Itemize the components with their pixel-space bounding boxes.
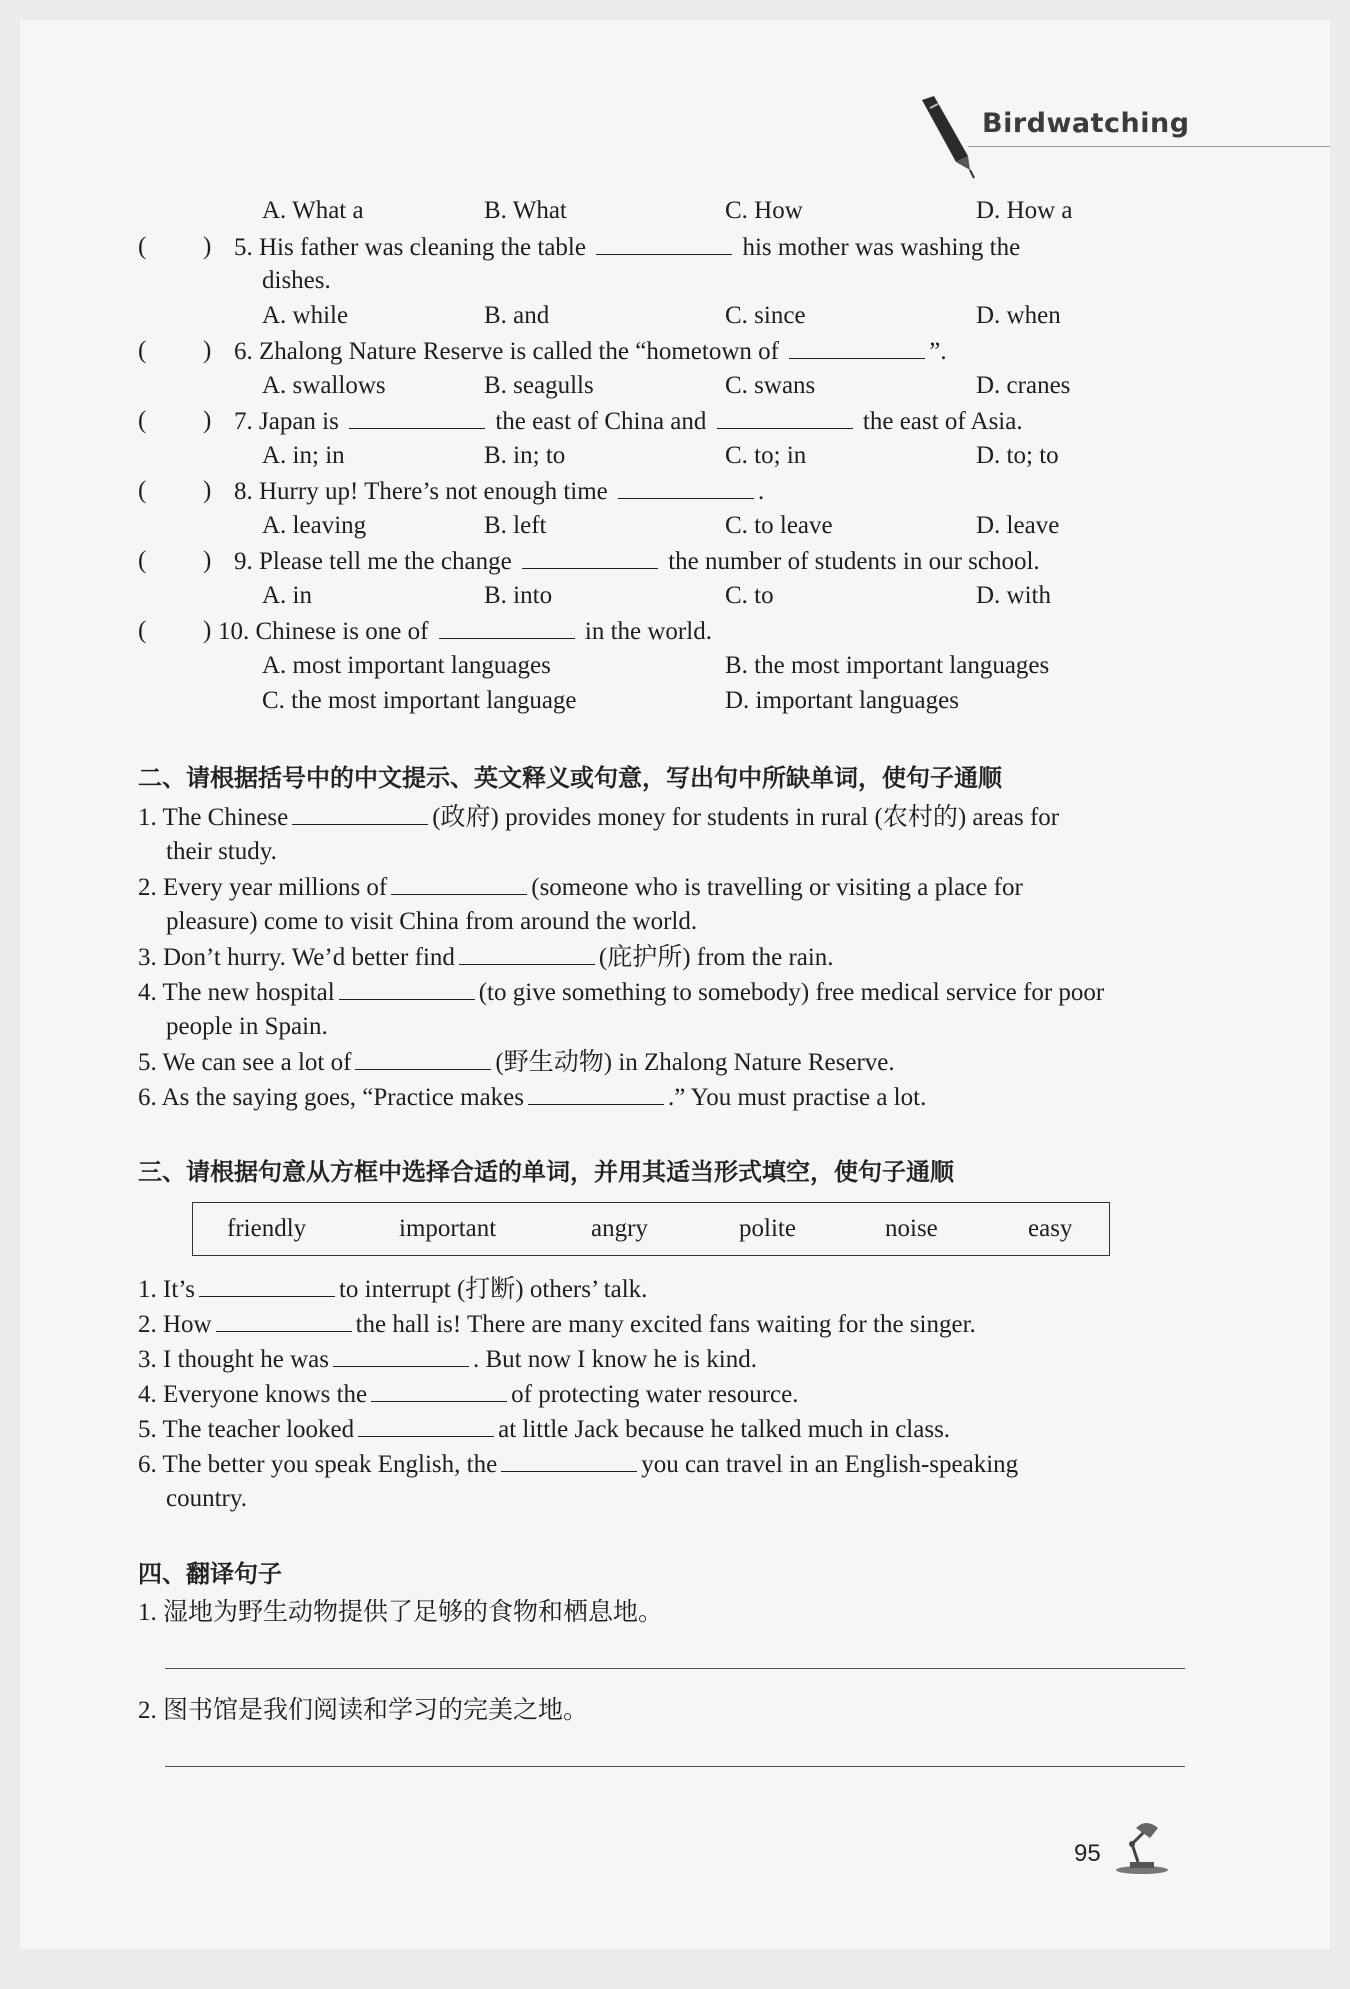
translation-item-1: 1. 湿地为野生动物提供了足够的食物和栖息地。 — [138, 1599, 664, 1626]
question-7 — [234, 406, 1023, 437]
q9-option-c: C. to — [725, 582, 774, 609]
word-bank-item: friendly — [227, 1215, 307, 1242]
question-number: 10. — [218, 618, 250, 645]
worksheet-page — [20, 20, 1330, 1949]
fill-blank[interactable] — [216, 1309, 352, 1332]
word-bank-item: angry — [591, 1215, 648, 1242]
s3-item-6: 6. The better you speak English, the you can travel in an English-speaking — [138, 1451, 1019, 1478]
word-bank-item: polite — [739, 1215, 796, 1242]
answer-line[interactable] — [165, 1766, 1185, 1767]
s2-item-1: 1. The Chinese (政府) provides money for students in rural (农村的) areas for — [138, 804, 1060, 831]
q8-option-b: B. left — [484, 512, 547, 539]
section-2-heading: 二、请根据括号中的中文提示、英文释义或句意，写出句中所缺单词，使句子通顺 — [138, 764, 1002, 792]
fill-blank[interactable] — [501, 1449, 637, 1472]
fill-blank[interactable] — [459, 942, 595, 965]
answer-paren-open: ( — [138, 547, 147, 574]
answer-paren-close: ) — [203, 337, 212, 364]
s2-item-5: 5. We can see a lot of (野生动物) in Zhalong Nature Reserve. — [138, 1049, 895, 1076]
question-text: the east of Asia. — [862, 408, 1023, 435]
answer-line[interactable] — [165, 1668, 1185, 1669]
word-bank-item: important — [399, 1215, 497, 1242]
q4-option-d: D. How a — [976, 197, 1073, 224]
question-number: 9. — [234, 548, 253, 575]
q7-option-b: B. in; to — [484, 442, 566, 469]
page-number: 95 — [1074, 1840, 1101, 1867]
q6-option-c: C. swans — [725, 372, 816, 399]
question-number: 6. — [234, 338, 253, 365]
q8-option-c: C. to leave — [725, 512, 833, 539]
q9-option-a: A. in — [262, 582, 312, 609]
word-bank-item: noise — [885, 1215, 938, 1242]
q10-option-c: C. the most important language — [262, 687, 577, 714]
q5-option-d: D. when — [976, 302, 1061, 329]
s3-item-3: 3. I thought he was . But now I know he is kind. — [138, 1346, 757, 1373]
fill-blank[interactable] — [333, 1344, 469, 1367]
question-text: Zhalong Nature Reserve is called the “hometown of — [259, 338, 779, 365]
q4-option-c: C. How — [725, 197, 803, 224]
question-number: 5. — [234, 234, 253, 261]
fill-blank[interactable] — [355, 1047, 491, 1070]
q5-option-a: A. while — [262, 302, 349, 329]
fill-blank[interactable] — [789, 336, 925, 359]
fill-blank[interactable] — [717, 406, 853, 429]
q9-option-d: D. with — [976, 582, 1051, 609]
answer-paren-open: ( — [138, 233, 147, 260]
s3-item-2: 2. How the hall is! There are many excited fans waiting for the singer. — [138, 1311, 976, 1338]
s3-item-4: 4. Everyone knows the of protecting water resource. — [138, 1381, 799, 1408]
s2-item-2-continued: pleasure) come to visit China from around the world. — [166, 908, 698, 935]
answer-paren-close: ) — [203, 547, 212, 574]
answer-paren-open: ( — [138, 617, 147, 644]
fill-blank[interactable] — [528, 1082, 664, 1105]
q10-option-a: A. most important languages — [262, 652, 551, 679]
answer-paren-open: ( — [138, 407, 147, 434]
q7-option-d: D. to; to — [976, 442, 1059, 469]
desk-lamp-icon — [1108, 1818, 1176, 1876]
translation-item-2: 2. 图书馆是我们阅读和学习的完美之地。 — [138, 1697, 589, 1724]
answer-paren-open: ( — [138, 337, 147, 364]
q10-option-d: D. important languages — [725, 687, 959, 714]
fill-blank[interactable] — [522, 546, 658, 569]
question-text: Hurry up! There’s not enough time — [259, 478, 608, 505]
answer-paren-close: ) — [203, 407, 212, 434]
s3-item-6-continued: country. — [166, 1485, 247, 1512]
s2-item-4-continued: people in Spain. — [166, 1013, 328, 1040]
fill-blank[interactable] — [292, 802, 428, 825]
question-number: 8. — [234, 478, 253, 505]
fill-blank[interactable] — [349, 406, 485, 429]
question-text: Chinese is one of — [255, 618, 429, 645]
q5-option-c: C. since — [725, 302, 806, 329]
q7-option-c: C. to; in — [725, 442, 807, 469]
question-8 — [234, 476, 764, 507]
question-text: Japan is — [259, 408, 339, 435]
s2-item-4: 4. The new hospital (to give something to somebody) free medical service for poor — [138, 979, 1105, 1006]
section-3-heading: 三、请根据句意从方框中选择合适的单词，并用其适当形式填空，使句子通顺 — [138, 1158, 954, 1186]
question-6 — [234, 336, 947, 367]
question-text: the number of students in our school. — [668, 548, 1040, 575]
fill-blank[interactable] — [199, 1274, 335, 1297]
question-9 — [234, 546, 1040, 577]
answer-paren-close: ) — [203, 617, 212, 644]
fill-blank[interactable] — [391, 872, 527, 895]
fill-blank[interactable] — [371, 1379, 507, 1402]
question-10 — [218, 616, 712, 647]
q6-option-b: B. seagulls — [484, 372, 594, 399]
question-text: his mother was washing the — [742, 234, 1021, 261]
word-bank-item: easy — [1028, 1215, 1073, 1242]
q6-option-a: A. swallows — [262, 372, 386, 399]
q10-option-b: B. the most important languages — [725, 652, 1050, 679]
q8-option-d: D. leave — [976, 512, 1060, 539]
question-5-continued: dishes. — [262, 267, 331, 294]
q4-option-a: A. What a — [262, 197, 364, 224]
answer-paren-close: ) — [203, 477, 212, 504]
question-text: ”. — [929, 338, 947, 365]
question-text: in the world. — [584, 618, 712, 645]
fill-blank[interactable] — [358, 1414, 494, 1437]
header-rule — [968, 146, 1330, 147]
word-bank-box — [192, 1202, 1110, 1256]
fill-blank[interactable] — [439, 616, 575, 639]
s2-item-6: 6. As the saying goes, “Practice makes .” You must practise a lot. — [138, 1084, 927, 1111]
q9-option-b: B. into — [484, 582, 553, 609]
q8-option-a: A. leaving — [262, 512, 367, 539]
fill-blank[interactable] — [339, 977, 475, 1000]
question-number: 7. — [234, 408, 253, 435]
s2-item-3: 3. Don’t hurry. We’d better find (庇护所) from the rain. — [138, 944, 834, 971]
answer-paren-open: ( — [138, 477, 147, 504]
s2-item-2: 2. Every year millions of (someone who is travelling or visiting a place for — [138, 874, 1023, 901]
answer-paren-close: ) — [203, 233, 212, 260]
question-text: Please tell me the change — [259, 548, 512, 575]
q4-option-b: B. What — [484, 197, 567, 224]
question-text: His father was cleaning the table — [259, 234, 586, 261]
header-title: Birdwatching — [982, 108, 1190, 139]
question-5 — [234, 232, 1020, 263]
question-text: . — [758, 478, 765, 505]
s3-item-1: 1. It’s to interrupt (打断) others’ talk. — [138, 1276, 648, 1303]
question-text: the east of China and — [495, 408, 707, 435]
q5-option-b: B. and — [484, 302, 550, 329]
s3-item-5: 5. The teacher looked at little Jack because he talked much in class. — [138, 1416, 951, 1443]
s2-item-1-continued: their study. — [166, 838, 277, 865]
fill-blank[interactable] — [596, 232, 732, 255]
section-4-heading: 四、翻译句子 — [138, 1560, 282, 1588]
fill-blank[interactable] — [618, 476, 754, 499]
q6-option-d: D. cranes — [976, 372, 1071, 399]
q7-option-a: A. in; in — [262, 442, 345, 469]
